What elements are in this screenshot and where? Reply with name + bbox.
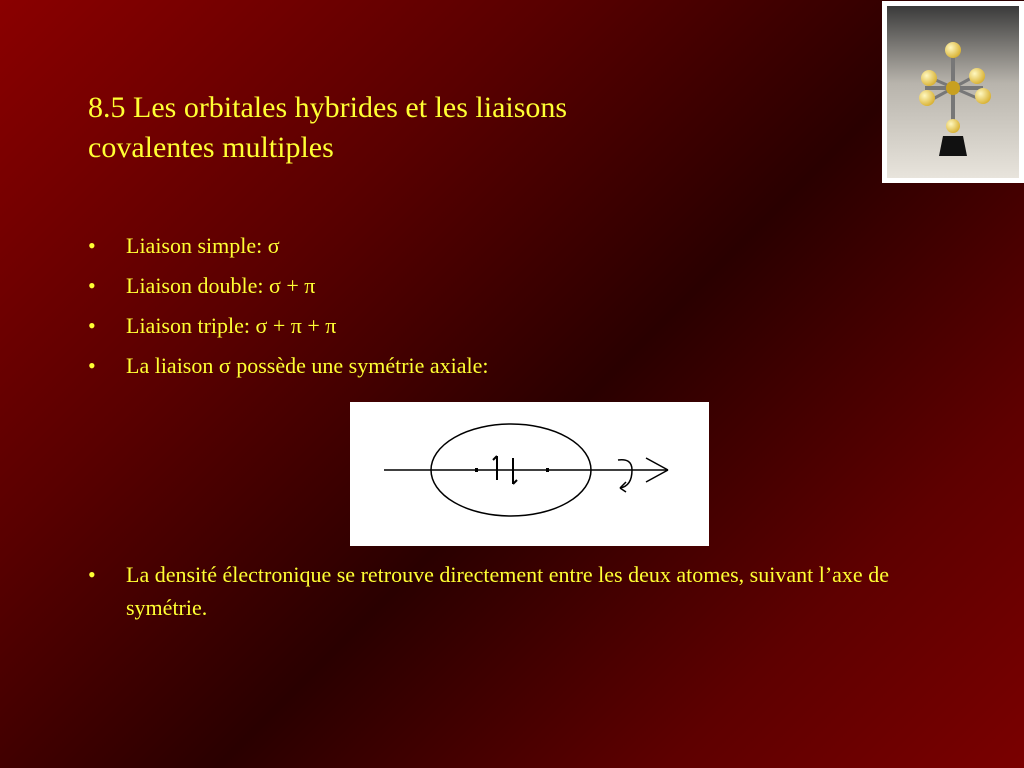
bullet-marker: • bbox=[88, 313, 96, 338]
list-item bbox=[88, 266, 948, 306]
bullet-marker: • bbox=[88, 233, 96, 258]
title-line-2: covalentes multiples bbox=[88, 131, 334, 164]
bullet-marker: • bbox=[88, 273, 96, 298]
bullet-marker: • bbox=[88, 562, 96, 587]
bullet-marker: • bbox=[88, 353, 96, 378]
bullet-text: La liaison σ possède une symétrie axiale: bbox=[126, 353, 489, 378]
list-item bbox=[88, 346, 948, 386]
list-item bbox=[88, 226, 948, 266]
molecule-model-image bbox=[882, 1, 1024, 183]
bullet-list bbox=[88, 226, 948, 386]
molecule-model-icon bbox=[887, 6, 1019, 178]
sigma-bond-axial-symmetry-icon bbox=[350, 402, 709, 546]
slide-title bbox=[88, 88, 808, 168]
sigma-bond-diagram bbox=[350, 402, 709, 546]
list-item bbox=[88, 306, 948, 346]
bullet-list-bottom bbox=[88, 558, 948, 624]
bullet-text: Liaison triple: σ + π + π bbox=[126, 313, 337, 338]
title-line-1: 8.5 Les orbitales hybrides et les liaisons bbox=[88, 91, 568, 124]
bullet-text: Liaison simple: σ bbox=[126, 233, 280, 258]
bullet-text: La densité électronique se retrouve directement entre les deux atomes, suivant l’axe de symétrie. bbox=[126, 562, 889, 620]
list-item bbox=[88, 558, 948, 624]
bullet-text: Liaison double: σ + π bbox=[126, 273, 316, 298]
